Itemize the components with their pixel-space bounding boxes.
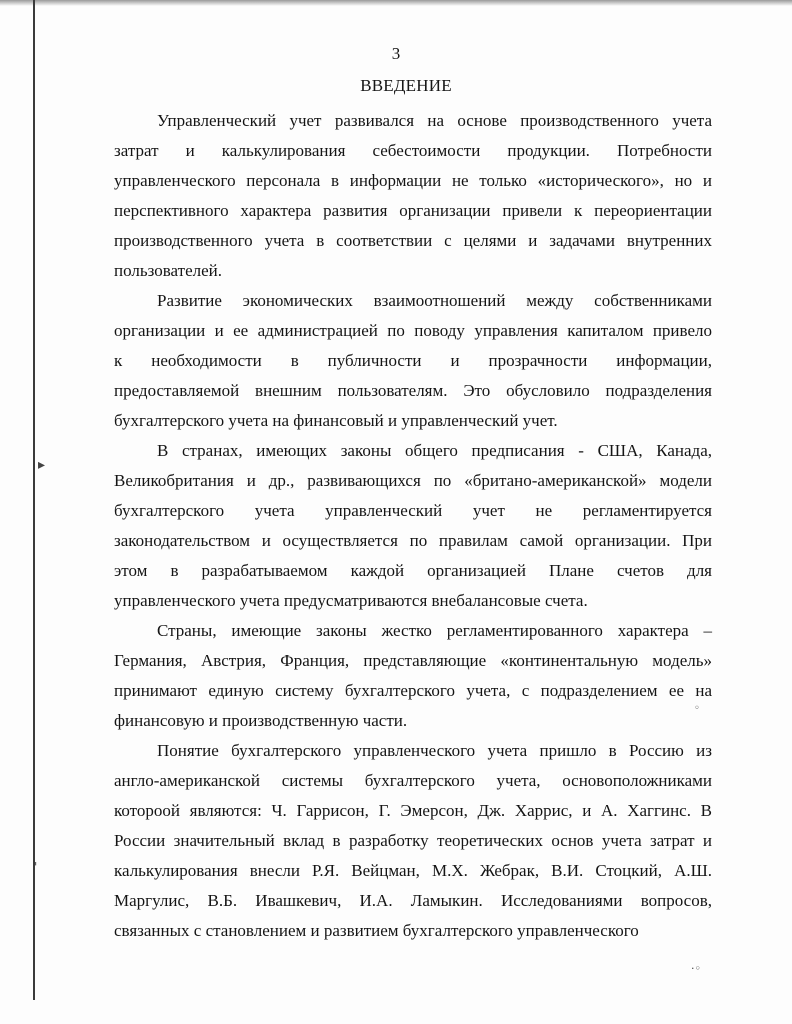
- text-line: к необходимости в публичности и прозрачности информации,: [114, 351, 712, 370]
- text-line: Великобритания и др., развивающихся по «британо-американской» модели: [114, 471, 712, 490]
- scan-speck: ·◦: [691, 962, 701, 975]
- text-line: затрат и калькулирования себестоимости продукции. Потребности: [114, 141, 712, 160]
- text-line: В странах, имеющих законы общего предписания - США, Канада,: [157, 441, 712, 460]
- text-line: законодательством и осуществляется по правилам самой организации. При: [114, 531, 712, 550]
- text-line: калькулирования внесли Р.Я. Вейцман, М.Х. Жебрак, В.И. Стоцкий, А.Ш.: [114, 861, 712, 880]
- document-body: [114, 106, 712, 946]
- paragraph-4: [114, 616, 712, 736]
- text-line: перспективного характера развития организации привели к переориентации: [114, 201, 712, 220]
- scan-speck: ▸: [38, 457, 46, 473]
- text-line: организации и ее администрацией по поводу управления капиталом привело: [114, 321, 712, 340]
- text-line: Управленческий учет развивался на основе производственного учета: [157, 111, 712, 130]
- paragraph-3: [114, 436, 712, 616]
- paragraph-5: [114, 736, 712, 946]
- text-line: предоставляемой внешним пользователям. Это обусловило подразделения: [114, 381, 712, 400]
- text-line: управленческого учета предусматриваются внебалансовые счета.: [114, 591, 588, 610]
- page-title: ВВЕДЕНИЕ: [360, 76, 452, 95]
- text-line: котороой являются: Ч. Гаррисон, Г. Эмерсон, Дж. Харрис, и А. Хаггинс. В: [114, 801, 712, 820]
- text-line: бухгалтерского учета на финансовый и управленческий учет.: [114, 411, 558, 430]
- text-line: бухгалтерского учета управленческий учет не регламентируется: [114, 501, 712, 520]
- paragraph-2: [114, 286, 712, 436]
- text-line: России значительный вклад в разработку теоретических основ учета затрат и: [114, 831, 712, 850]
- text-line: связанных с становлением и развитием бухгалтерского управленческого: [114, 921, 639, 940]
- text-line: пользователей.: [114, 261, 222, 280]
- scan-left-edge: [33, 0, 38, 1000]
- text-line: Германия, Австрия, Франция, представляющие «континентальную модель»: [114, 651, 712, 670]
- text-line: англо-американской системы бухгалтерского учета, основоположниками: [114, 771, 712, 790]
- text-line: Понятие бухгалтерского управленческого учета пришло в Россию из: [157, 741, 712, 760]
- text-line: принимают единую систему бухгалтерского учета, с подразделением ее на: [114, 681, 712, 700]
- text-line: Страны, имеющие законы жестко регламентированного характера –: [157, 621, 712, 640]
- text-line: Развитие экономических взаимоотношений между собственниками: [157, 291, 712, 310]
- text-line: производственного учета в соответствии с целями и задачами внутренних: [114, 231, 712, 250]
- scan-speck: ': [34, 860, 38, 874]
- text-line: финансовую и производственную части.: [114, 711, 408, 730]
- page-number: 3: [391, 44, 401, 63]
- text-line: управленческого персонала в информации не только «исторического», но и: [114, 171, 712, 190]
- text-line: Маргулис, В.Б. Ивашкевич, И.А. Ламыкин. Исследованиями вопросов,: [114, 891, 712, 910]
- scan-speck: ◦: [694, 703, 700, 714]
- scan-top-edge: [0, 0, 792, 6]
- paragraph-1: [114, 106, 712, 286]
- text-line: этом в разрабатываемом каждой организацией Плане счетов для: [114, 561, 712, 580]
